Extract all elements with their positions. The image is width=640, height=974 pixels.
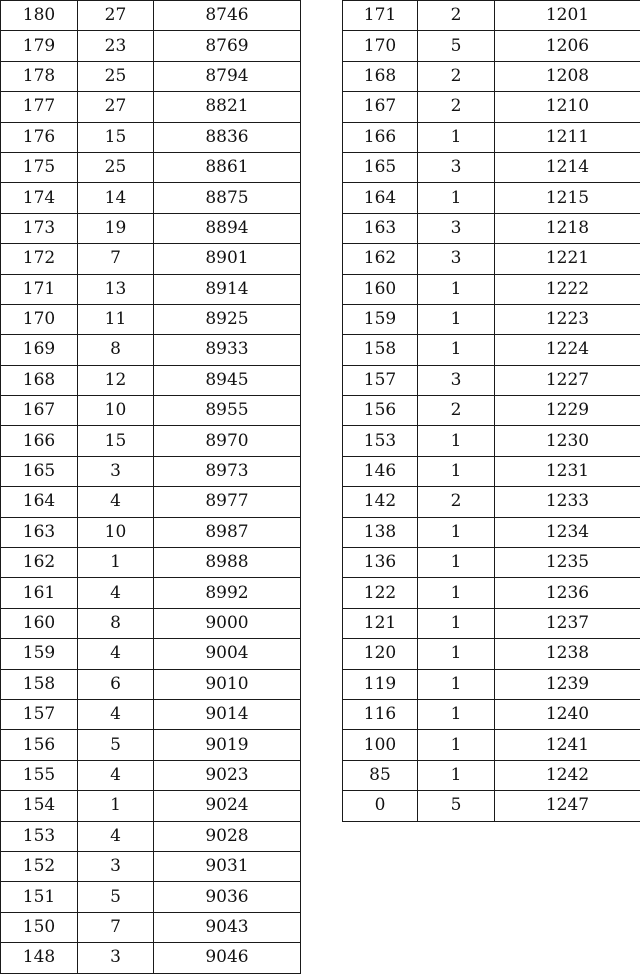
- count-cell: 5: [78, 882, 154, 912]
- cumulative-cell: 8821: [154, 92, 301, 122]
- count-cell: 19: [78, 213, 154, 243]
- cumulative-cell: 9014: [154, 699, 301, 729]
- count-cell: 1: [418, 183, 495, 213]
- cumulative-cell: 1222: [495, 274, 640, 304]
- count-cell: 2: [418, 61, 495, 91]
- table-row: [1, 821, 301, 851]
- count-cell: 1: [418, 699, 495, 729]
- score-cell: 167: [1, 396, 78, 426]
- count-cell: 12: [78, 365, 154, 395]
- table-row: [1, 183, 301, 213]
- table-row: [1, 152, 301, 182]
- cumulative-cell: 8973: [154, 456, 301, 486]
- score-cell: 164: [343, 183, 418, 213]
- cumulative-cell: 8992: [154, 578, 301, 608]
- table-row: [343, 1, 640, 31]
- cumulative-cell: 1211: [495, 122, 640, 152]
- table-row: [1, 639, 301, 669]
- cumulative-cell: 8901: [154, 244, 301, 274]
- count-cell: 1: [418, 578, 495, 608]
- count-cell: 5: [78, 730, 154, 760]
- table-row: [343, 608, 640, 638]
- cumulative-cell: 1206: [495, 31, 640, 61]
- count-cell: 1: [418, 669, 495, 699]
- cumulative-cell: 1231: [495, 456, 640, 486]
- table-row: [1, 517, 301, 547]
- score-cell: 162: [343, 244, 418, 274]
- score-cell: 152: [1, 851, 78, 881]
- cumulative-cell: 8914: [154, 274, 301, 304]
- score-cell: 120: [343, 639, 418, 669]
- score-cell: 166: [1, 426, 78, 456]
- count-cell: 1: [418, 548, 495, 578]
- score-cell: 158: [1, 669, 78, 699]
- cumulative-cell: 1227: [495, 365, 640, 395]
- table-row: [343, 669, 640, 699]
- cumulative-cell: 8970: [154, 426, 301, 456]
- score-cell: 153: [1, 821, 78, 851]
- score-cell: 153: [343, 426, 418, 456]
- score-cell: 168: [343, 61, 418, 91]
- table-row: [343, 122, 640, 152]
- table-row: [343, 244, 640, 274]
- table-row: [343, 274, 640, 304]
- table-row: [343, 152, 640, 182]
- count-cell: 5: [418, 791, 495, 821]
- cumulative-cell: 1233: [495, 487, 640, 517]
- count-cell: 1: [418, 426, 495, 456]
- table-row: [343, 335, 640, 365]
- cumulative-cell: 1230: [495, 426, 640, 456]
- count-cell: 25: [78, 61, 154, 91]
- score-cell: 172: [1, 244, 78, 274]
- score-cell: 155: [1, 760, 78, 790]
- table-row: [343, 699, 640, 729]
- score-cell: 159: [1, 639, 78, 669]
- count-cell: 8: [78, 335, 154, 365]
- table-row: [1, 1, 301, 31]
- count-cell: 10: [78, 396, 154, 426]
- score-cell: 136: [343, 548, 418, 578]
- table-row: [1, 335, 301, 365]
- score-cell: 156: [343, 396, 418, 426]
- score-cell: 121: [343, 608, 418, 638]
- table-row: [1, 851, 301, 881]
- count-cell: 3: [418, 152, 495, 182]
- table-row: [343, 61, 640, 91]
- count-cell: 3: [78, 851, 154, 881]
- table-row: [1, 943, 301, 973]
- count-cell: 2: [418, 1, 495, 31]
- score-cell: 165: [1, 456, 78, 486]
- count-cell: 2: [418, 92, 495, 122]
- table-row: [1, 244, 301, 274]
- table-row: [1, 92, 301, 122]
- cumulative-cell: 1236: [495, 578, 640, 608]
- table-row: [343, 760, 640, 790]
- score-cell: 160: [1, 608, 78, 638]
- count-cell: 1: [78, 548, 154, 578]
- score-cell: 170: [1, 304, 78, 334]
- score-cell: 164: [1, 487, 78, 517]
- table-row: [1, 122, 301, 152]
- count-cell: 4: [78, 821, 154, 851]
- table-row: [343, 183, 640, 213]
- count-cell: 3: [418, 213, 495, 243]
- table-row: [1, 426, 301, 456]
- table-row: [343, 791, 640, 821]
- cumulative-cell: 1238: [495, 639, 640, 669]
- table-row: [1, 548, 301, 578]
- table-row: [1, 699, 301, 729]
- count-cell: 3: [418, 365, 495, 395]
- score-cell: 171: [1, 274, 78, 304]
- score-cell: 170: [343, 31, 418, 61]
- score-cell: 163: [343, 213, 418, 243]
- count-cell: 3: [418, 244, 495, 274]
- table-row: [343, 426, 640, 456]
- table-row: [1, 304, 301, 334]
- cumulative-cell: 1224: [495, 335, 640, 365]
- table-row: [1, 578, 301, 608]
- count-cell: 23: [78, 31, 154, 61]
- score-cell: 122: [343, 578, 418, 608]
- cumulative-cell: 1234: [495, 517, 640, 547]
- table-row: [343, 396, 640, 426]
- score-cell: 138: [343, 517, 418, 547]
- cumulative-cell: 1210: [495, 92, 640, 122]
- table-row: [343, 548, 640, 578]
- score-cell: 159: [343, 304, 418, 334]
- cumulative-cell: 1247: [495, 791, 640, 821]
- cumulative-cell: 8861: [154, 152, 301, 182]
- table-row: [1, 608, 301, 638]
- cumulative-cell: 8746: [154, 1, 301, 31]
- cumulative-cell: 1241: [495, 730, 640, 760]
- count-cell: 15: [78, 426, 154, 456]
- count-cell: 25: [78, 152, 154, 182]
- count-cell: 4: [78, 639, 154, 669]
- count-cell: 1: [418, 456, 495, 486]
- count-cell: 3: [78, 456, 154, 486]
- score-cell: 85: [343, 760, 418, 790]
- score-cell: 162: [1, 548, 78, 578]
- count-cell: 5: [418, 31, 495, 61]
- cumulative-cell: 1237: [495, 608, 640, 638]
- count-cell: 1: [78, 791, 154, 821]
- table-row: [343, 365, 640, 395]
- count-cell: 1: [418, 274, 495, 304]
- cumulative-cell: 9023: [154, 760, 301, 790]
- table-row: [1, 274, 301, 304]
- cumulative-cell: 8769: [154, 31, 301, 61]
- table-row: [1, 213, 301, 243]
- cumulative-cell: 8836: [154, 122, 301, 152]
- cumulative-cell: 1215: [495, 183, 640, 213]
- score-cell: 119: [343, 669, 418, 699]
- score-cell: 168: [1, 365, 78, 395]
- table-row: [343, 304, 640, 334]
- count-cell: 4: [78, 699, 154, 729]
- cumulative-cell: 1218: [495, 213, 640, 243]
- cumulative-cell: 8987: [154, 517, 301, 547]
- score-cell: 166: [343, 122, 418, 152]
- cumulative-cell: 8894: [154, 213, 301, 243]
- cumulative-cell: 1214: [495, 152, 640, 182]
- table-row: [343, 213, 640, 243]
- cumulative-cell: 1208: [495, 61, 640, 91]
- score-cell: 175: [1, 152, 78, 182]
- score-cell: 157: [343, 365, 418, 395]
- score-cell: 160: [343, 274, 418, 304]
- count-cell: 6: [78, 669, 154, 699]
- score-cell: 173: [1, 213, 78, 243]
- count-cell: 4: [78, 760, 154, 790]
- count-cell: 15: [78, 122, 154, 152]
- cumulative-cell: 1240: [495, 699, 640, 729]
- count-cell: 11: [78, 304, 154, 334]
- cumulative-cell: 9004: [154, 639, 301, 669]
- table-row: [1, 882, 301, 912]
- cumulative-cell: 1223: [495, 304, 640, 334]
- count-cell: 1: [418, 517, 495, 547]
- score-cell: 180: [1, 1, 78, 31]
- count-cell: 10: [78, 517, 154, 547]
- count-cell: 1: [418, 730, 495, 760]
- count-cell: 2: [418, 396, 495, 426]
- table-row: [343, 578, 640, 608]
- score-cell: 178: [1, 61, 78, 91]
- table-row: [343, 730, 640, 760]
- count-cell: 4: [78, 578, 154, 608]
- score-cell: 148: [1, 943, 78, 973]
- cumulative-cell: 1221: [495, 244, 640, 274]
- count-cell: 27: [78, 1, 154, 31]
- cumulative-cell: 9000: [154, 608, 301, 638]
- score-cell: 167: [343, 92, 418, 122]
- cumulative-cell: 9046: [154, 943, 301, 973]
- score-cell: 176: [1, 122, 78, 152]
- count-cell: 1: [418, 608, 495, 638]
- table-row: [343, 487, 640, 517]
- table-row: [1, 730, 301, 760]
- score-cell: 169: [1, 335, 78, 365]
- count-cell: 1: [418, 639, 495, 669]
- cumulative-cell: 8933: [154, 335, 301, 365]
- score-cell: 100: [343, 730, 418, 760]
- table-row: [1, 912, 301, 942]
- score-cell: 174: [1, 183, 78, 213]
- score-cell: 154: [1, 791, 78, 821]
- cumulative-cell: 1242: [495, 760, 640, 790]
- table-row: [343, 456, 640, 486]
- cumulative-cell: 9010: [154, 669, 301, 699]
- score-cell: 116: [343, 699, 418, 729]
- table-row: [343, 517, 640, 547]
- cumulative-cell: 9019: [154, 730, 301, 760]
- count-cell: 1: [418, 122, 495, 152]
- count-cell: 2: [418, 487, 495, 517]
- cumulative-cell: 8977: [154, 487, 301, 517]
- cumulative-cell: 1201: [495, 1, 640, 31]
- score-cell: 161: [1, 578, 78, 608]
- table-row: [1, 487, 301, 517]
- table-row: [343, 92, 640, 122]
- count-cell: 1: [418, 304, 495, 334]
- count-cell: 13: [78, 274, 154, 304]
- cumulative-cell: 8955: [154, 396, 301, 426]
- score-table-right: [342, 0, 640, 822]
- score-cell: 171: [343, 1, 418, 31]
- table-row: [343, 639, 640, 669]
- count-cell: 27: [78, 92, 154, 122]
- count-cell: 7: [78, 912, 154, 942]
- table-row: [1, 365, 301, 395]
- cumulative-cell: 9043: [154, 912, 301, 942]
- cumulative-cell: 8875: [154, 183, 301, 213]
- score-cell: 150: [1, 912, 78, 942]
- count-cell: 7: [78, 244, 154, 274]
- table-row: [1, 456, 301, 486]
- score-cell: 156: [1, 730, 78, 760]
- score-cell: 146: [343, 456, 418, 486]
- cumulative-cell: 8945: [154, 365, 301, 395]
- score-cell: 0: [343, 791, 418, 821]
- count-cell: 4: [78, 487, 154, 517]
- score-cell: 177: [1, 92, 78, 122]
- table-row: [1, 31, 301, 61]
- score-cell: 142: [343, 487, 418, 517]
- table-row: [1, 669, 301, 699]
- count-cell: 3: [78, 943, 154, 973]
- count-cell: 1: [418, 335, 495, 365]
- score-cell: 165: [343, 152, 418, 182]
- count-cell: 14: [78, 183, 154, 213]
- cumulative-cell: 8794: [154, 61, 301, 91]
- cumulative-cell: 1235: [495, 548, 640, 578]
- score-cell: 158: [343, 335, 418, 365]
- score-cell: 163: [1, 517, 78, 547]
- table-row: [1, 760, 301, 790]
- cumulative-cell: 9028: [154, 821, 301, 851]
- cumulative-cell: 9024: [154, 791, 301, 821]
- count-cell: 8: [78, 608, 154, 638]
- cumulative-cell: 9036: [154, 882, 301, 912]
- cumulative-cell: 8925: [154, 304, 301, 334]
- score-cell: 157: [1, 699, 78, 729]
- table-row: [1, 791, 301, 821]
- count-cell: 1: [418, 760, 495, 790]
- score-table-left: [0, 0, 301, 974]
- cumulative-cell: 8988: [154, 548, 301, 578]
- score-cell: 179: [1, 31, 78, 61]
- table-row: [1, 396, 301, 426]
- score-cell: 151: [1, 882, 78, 912]
- table-row: [1, 61, 301, 91]
- cumulative-cell: 1229: [495, 396, 640, 426]
- cumulative-cell: 1239: [495, 669, 640, 699]
- cumulative-cell: 9031: [154, 851, 301, 881]
- table-row: [343, 31, 640, 61]
